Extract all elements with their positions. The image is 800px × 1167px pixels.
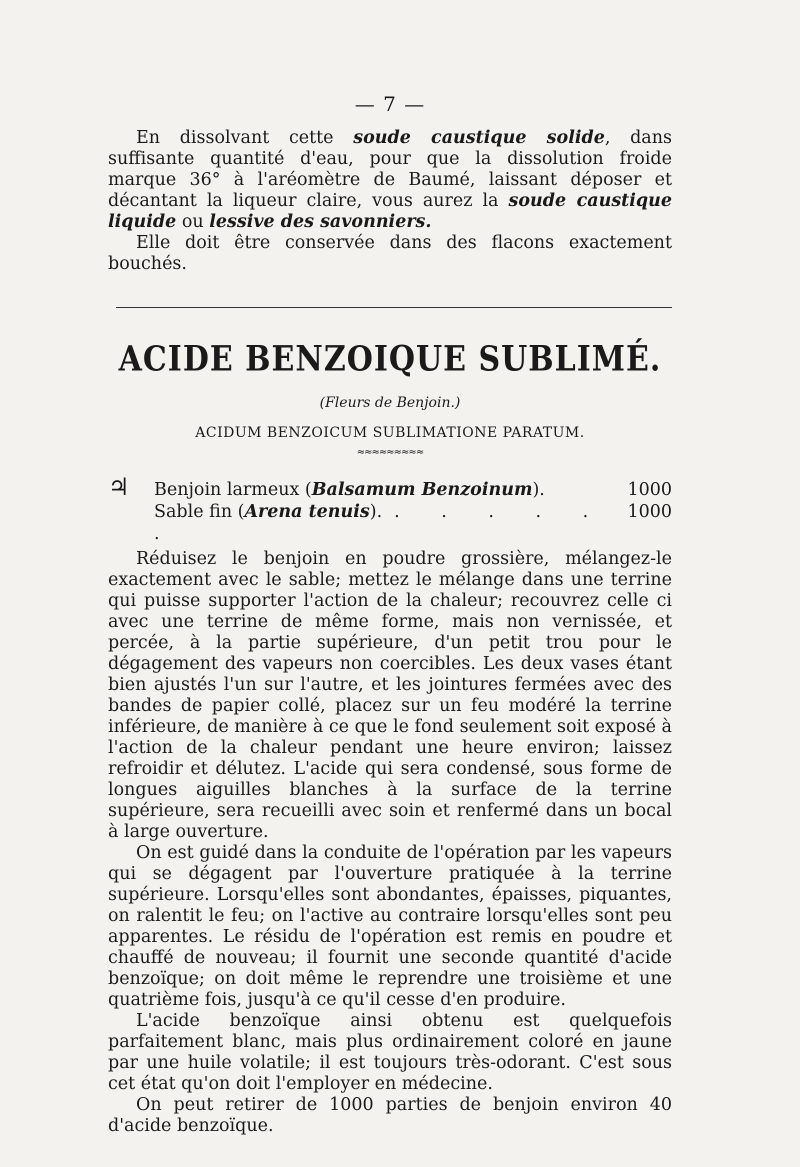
recipe-list [108,473,672,545]
ornament-divider: ≈≈≈≈≈≈≈≈≈ [356,447,424,458]
ingredient-quantity: 1000 [627,480,672,500]
body-paragraph: Réduisez le benjoin en poudre grossière, mélangez-le exactement avec le sable; mettez le mélange dans une terrine qui puisse supporter l'action de la chaleur; recouvrez celle ci avec une terrine de même forme, mais non vernissée, et percée, à la partie supérieure, d'un petit trou pour le dégagement des vapeurs non coercibles. Les deux vases étant bien ajustés l'un sur l'autre, et les jointures fermées avec des bandes de papier collé, placez sur un feu modéré la terrine inférieure, de manière à ce que le fond seulement soit exposé à l'action de la chaleur pendant une heure environ; laissez refroidir et délutez. L'acide qui sera condensé, sous forme de longues aiguilles blanches à la surface de la terrine supérieure, sera recueilli avec soin et renfermé dans un bocal à large ouverture. [108,549,672,842]
intro-paragraph: En dissolvant cette soude caustique solide, dans suffisante quantité d'eau, pour que la dissolution froide marque 36° à l'aréomètre de Baumé, laissant déposer et décantant la liqueur claire, vous aurez la soude caustique liquide ou lessive des savonniers. [108,128,672,232]
section-latin-name: ACIDUM BENZOICUM SUBLIMATIONE PARATUM. [195,425,585,441]
page-number: — 7 — [354,92,426,116]
section-title: ACIDE BENZOIQUE SUBLIMÉ. [118,339,662,380]
term-liquid: soude caustique liquide [108,191,672,232]
body-paragraph: On peut retirer de 1000 parties de benjoin environ 40 d'acide benzoïque. [108,1095,672,1136]
body-paragraph: L'acide benzoïque ainsi obtenu est quelquefois parfaitement blanc, mais plus ordinairement coloré en jaune par une huile volatile; il est toujours très-odorant. C'est sous cet état qu'on doit l'employer en médecine. [108,1011,672,1094]
ingredient-quantity: 1000 [627,502,672,522]
section-body [108,549,672,1137]
intro-paragraph-2: Elle doit être conservée dans des flacons exactement bouchés. [108,233,672,274]
recipe-row [108,473,672,501]
section-divider [116,307,672,308]
term-lessive: lessive des savonniers. [209,212,432,232]
term-solid: soude caustique solide [353,128,605,148]
ingredient-name: Sable fin (Arena tenuis). . . . . . . [154,502,607,544]
body-paragraph: On est guidé dans la conduite de l'opération par les vapeurs qui se dégagent par l'ouverture pratiquée à la terrine supérieure. Lorsqu'elles sont abondantes, épaisses, piquantes, on ralentit le feu; on l'active au contraire lorsqu'elles sont peu apparentes. Le résidu de l'opération est remis en poudre et chauffé de nouveau; il fournit une seconde quantité d'acide benzoïque; on doit même le reprendre une troisième et une quatrième fois, jusqu'à ce qu'il cesse d'en produire. [108,843,672,1010]
recipe-row [108,501,672,545]
ingredient-name: Benjoin larmeux (Balsamum Benzoinum). [154,480,545,500]
section-synonym: (Fleurs de Benjoin.) [319,395,461,411]
book-page [108,92,672,1137]
recipe-symbol-icon: ♃ [108,473,130,501]
